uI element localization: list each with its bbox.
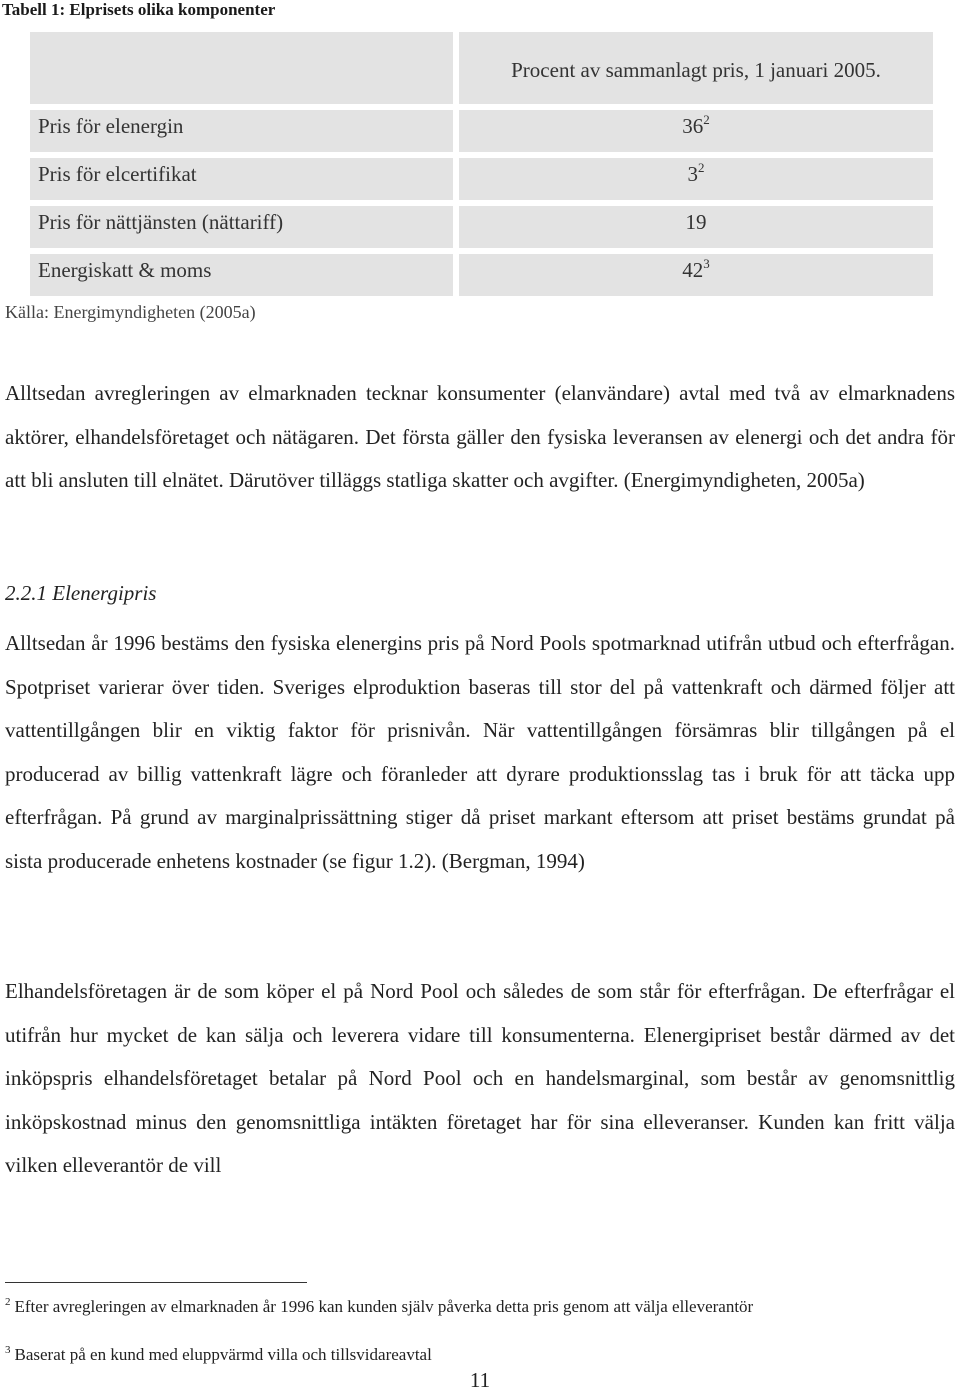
footnote [5,1344,432,1366]
table-row-label: Pris för nättjänsten (nättariff) [38,210,284,234]
footnote-separator [5,1282,307,1283]
footnote-mark: 3 [5,1344,11,1356]
table-caption: Tabell 1: Elprisets olika komponenter [2,0,276,19]
footnote-text: Baserat på en kund med eluppvärmd villa och tillsvidareavtal [14,1345,432,1364]
value-number: 42 [682,258,704,282]
table-header-text: Procent av sammanlagt pris, 1 januari 2005. [511,58,881,82]
paragraph-elenergipris: Alltsedan år 1996 bestäms den fysiska elenergins pris på Nord Pools spotmarknad utifrån utbud och efterfrågan. Spotpriset varierar över tiden. Sveriges elproduktion baseras till stor del på vattenkraft och därmed följer att vattentillgången blir en viktig faktor för prisnivån. När vattentillgången försämras blir tillgången på el producerad av billig vattenkraft lägre och föranleder att dyrare produktionsslag tas i bruk för att täcka upp efterfrågan. På grund av marginalprissättning stiger då priset markant eftersom att priset bestäms grundat på sista producerade enhetens kostnader (se figur 1.2). (Bergman, 1994) [5,631,955,873]
value-number: 36 [682,114,704,138]
table-row-label: Pris för elenergin [38,114,184,138]
table-row-value [459,160,933,188]
table-header-empty-cell [30,32,453,104]
paragraph-intro: Alltsedan avregleringen av elmarknaden tecknar konsumenter (elanvändare) avtal med två av elmarknadens aktörer, elhandelsföretaget och nätägaren. Det första gäller den fysiska leveransen av elenergi och det andra för att bli ansluten till elnätet. Därutöver tilläggs statliga skatter och avgifter. (Energimyndigheten, 2005a) [5,381,955,492]
table-source: Källa: Energimyndigheten (2005a) [5,302,256,322]
footnote [5,1296,753,1318]
footnote-ref: 3 [703,256,710,271]
table-row-label: Energiskatt & moms [38,258,212,282]
footnote-mark: 2 [5,1296,11,1308]
footnote-ref: 2 [703,112,710,127]
value-number: 19 [685,210,707,234]
value-number: 3 [687,162,698,186]
footnote-text: Efter avregleringen av elmarknaden år 1996 kan kunden själv påverka detta pris genom att välja elleverantör [14,1297,754,1316]
page-number: 11 [469,1368,491,1392]
footnote-ref: 2 [698,160,705,175]
paragraph-elhandel: Elhandelsföretagen är de som köper el på Nord Pool och således de som står för efterfrågan. De efterfrågar el utifrån hur mycket de kan sälja och leverera vidare till konsumenterna. Elenergipriset består därmed av det inköpspris elhandelsföretaget betalar på Nord Pool och en handelsmarginal, som består av genomsnittlig inköpskostnad minus den genomsnittliga intäkten företaget har för sina elleveranser. Kunden kan fritt välja vilken elleverantör de vill [5,979,955,1177]
table-row-value [459,208,933,236]
table-row-label: Pris för elcertifikat [38,162,197,186]
table-row-value [459,112,933,140]
table-row-value [459,256,933,284]
section-heading: 2.2.1 Elenergipris [5,581,157,605]
